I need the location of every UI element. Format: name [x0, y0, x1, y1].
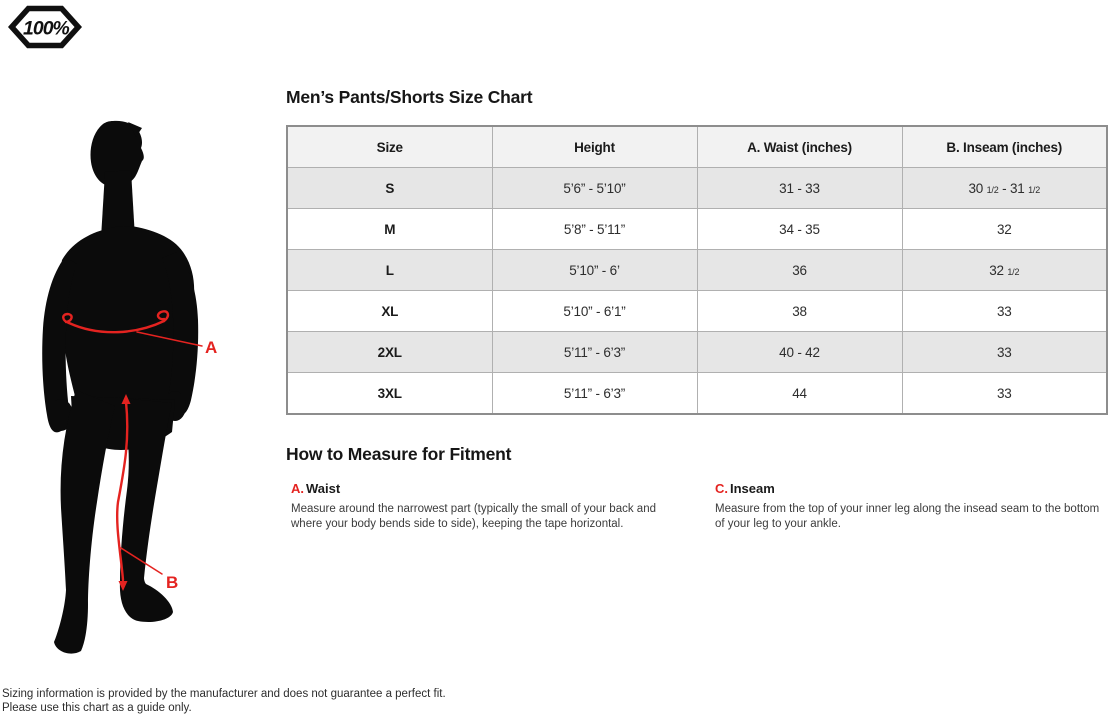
- table-row: [287, 209, 1107, 250]
- size-chart-table: [286, 125, 1108, 415]
- disclaimer: [2, 687, 446, 715]
- cell-height: 5’6” - 5’10”: [492, 168, 697, 209]
- cell-waist: 34 - 35: [697, 209, 902, 250]
- inseam-label-b: B: [166, 573, 179, 592]
- table-row: [287, 332, 1107, 373]
- table-row: [287, 373, 1107, 415]
- measure-letter: A.: [291, 481, 304, 496]
- cell-inseam: 30 1/2 - 31 1/2: [902, 168, 1107, 209]
- cell-inseam: 33: [902, 291, 1107, 332]
- cell-height: 5’11” - 6’3”: [492, 332, 697, 373]
- measure-description: Measure from the top of your inner leg along the insead seam to the bottom of your leg to your ankle.: [715, 503, 1100, 530]
- brand-logo-text: 100%: [22, 17, 69, 40]
- waist-label-a: A: [205, 338, 218, 357]
- table-row: [287, 168, 1107, 209]
- measure-item-heading: [715, 481, 1105, 496]
- cell-inseam: 32: [902, 209, 1107, 250]
- cell-inseam: 32 1/2: [902, 250, 1107, 291]
- col-header-waist: A. Waist (inches): [697, 126, 902, 168]
- cell-waist: 38: [697, 291, 902, 332]
- cell-height: 5’8” - 5’11”: [492, 209, 697, 250]
- measure-section-title: How to Measure for Fitment: [286, 444, 512, 464]
- table-header-row: [287, 126, 1107, 168]
- cell-waist: 40 - 42: [697, 332, 902, 373]
- cell-size: M: [287, 209, 492, 250]
- measure-description: Measure around the narrowest part (typically the small of your back and where your body bends side to side), keeping the tape horizontal.: [291, 503, 656, 530]
- brand-logo-icon: [8, 5, 82, 49]
- cell-size: 3XL: [287, 373, 492, 415]
- table-row: [287, 291, 1107, 332]
- measure-columns: [291, 481, 1105, 532]
- measure-item-inseam: [715, 481, 1105, 532]
- cell-waist: 36: [697, 250, 902, 291]
- cell-waist: 31 - 33: [697, 168, 902, 209]
- body-silhouette-diagram: [25, 110, 225, 665]
- measure-label: Waist: [306, 481, 341, 496]
- measure-label: Inseam: [730, 481, 775, 496]
- cell-size: XL: [287, 291, 492, 332]
- cell-height: 5’10” - 6’: [492, 250, 697, 291]
- brand-logo: [8, 5, 82, 49]
- disclaimer-line-1: Sizing information is provided by the manufacturer and does not guarantee a perfect fit.: [2, 688, 446, 700]
- col-header-size: Size: [287, 126, 492, 168]
- cell-height: 5’10” - 6’1”: [492, 291, 697, 332]
- cell-inseam: 33: [902, 373, 1107, 415]
- measurement-figure: [25, 110, 225, 665]
- cell-size: S: [287, 168, 492, 209]
- cell-waist: 44: [697, 373, 902, 415]
- cell-size: L: [287, 250, 492, 291]
- disclaimer-line-2: Please use this chart as a guide only.: [2, 702, 192, 714]
- cell-height: 5’11” - 6’3”: [492, 373, 697, 415]
- measure-letter: C.: [715, 481, 728, 496]
- col-header-inseam: B. Inseam (inches): [902, 126, 1107, 168]
- measure-item-heading: [291, 481, 715, 496]
- col-header-height: Height: [492, 126, 697, 168]
- cell-inseam: 33: [902, 332, 1107, 373]
- measure-item-waist: [291, 481, 715, 532]
- table-row: [287, 250, 1107, 291]
- size-chart-title: Men’s Pants/Shorts Size Chart: [286, 87, 533, 107]
- cell-size: 2XL: [287, 332, 492, 373]
